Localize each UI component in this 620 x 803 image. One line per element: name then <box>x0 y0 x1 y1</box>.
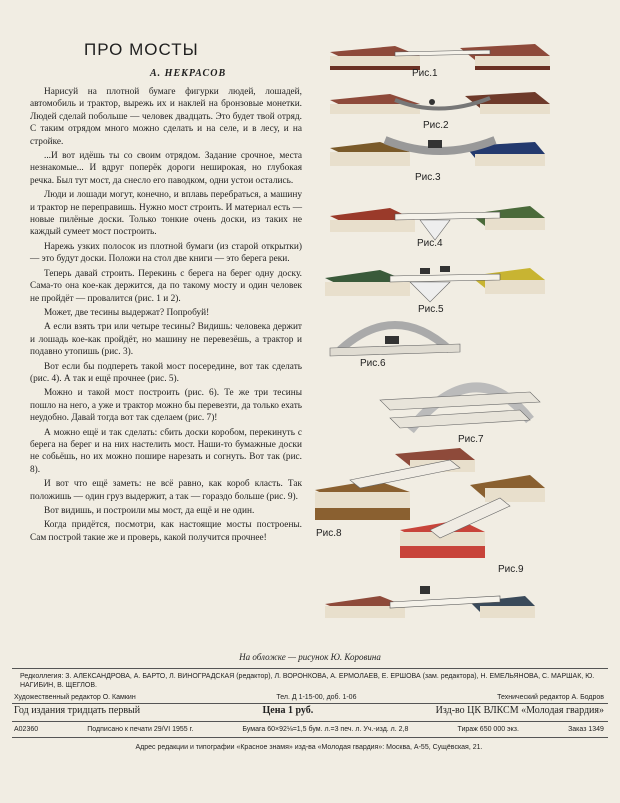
figure-2-illustration <box>330 92 550 114</box>
order-number: Заказ 1349 <box>568 726 604 733</box>
paragraph: Вот если бы подпереть такой мост посередине, вот так сделать (рис. 4). А так и ещё прочнее (рис. 5). <box>30 361 302 384</box>
editorial-board: Редколлегия: З. АЛЕКСАНДРОВА, А. БАРТО, Л. ВИНОГРАДСКАЯ (редактор), Л. ВОРОНКОВА, А. ЕРМОЛАЕВ, Е. ЕРШОВА (зам. редактора), Н. ЕМЕЛЬЯНОВА, С. МАРШАК, Ю. НАГИБИН, В. ЩЕГЛОВ. <box>20 673 595 689</box>
price: Цена 1 руб. <box>262 705 314 716</box>
bridge-illustrations <box>300 30 620 640</box>
figure-3-illustration <box>330 140 545 166</box>
paragraph: Нарежь узких полосок из плотной бумаги (из старой открытки) — это будут доски. Положи на стол две книги — это берега реки. <box>30 241 302 265</box>
figure-label: Рис.5 <box>418 304 444 315</box>
paragraph: Люди и лошади могут, конечно, и вплавь перебраться, а машину и трактор не переправишь. Нужно мост строить. И материал есть — новые пилёные доски. Только тонкие очень доски, из таких не каждый сумеет мост построить. <box>30 190 302 238</box>
publisher: Изд-во ЦК ВЛКСМ «Молодая гвардия» <box>435 705 604 716</box>
paragraph: Может, две тесины выдержат? Попробуй! <box>44 307 210 318</box>
year-line: Год издания тридцать первый <box>14 705 141 716</box>
code: А02360 <box>14 726 39 733</box>
print-details-row <box>14 726 604 733</box>
paragraph: Теперь давай строить. Перекинь с берега на берег одну доску. Сама-то она кое-как держится, да по такому мосту и один человек не пройдёт — провалится (рис. 1 и 2). <box>30 268 302 304</box>
bottom-bridge-illustration <box>325 586 535 618</box>
tech-editor: Технический редактор А. Бодров <box>497 694 604 701</box>
paragraph: А если взять три или четыре тесины? Видишь: человека держит и лошадь кое-как пройдёт, но машину не перевезёшь, а трактор и подавно утопишь (рис. 3). <box>30 322 302 358</box>
paragraph: Вот видишь, и построили мы мост, да ещё и не один. <box>44 506 255 516</box>
figure-5-illustration <box>325 266 545 302</box>
article-text <box>30 86 302 546</box>
paragraph: И вот что ещё заметь: не всё равно, как короб класть. Так положишь — один груз выдержит, а так — гораздо больше (рис. 9). <box>30 479 302 502</box>
figure-label: Рис.7 <box>458 434 484 445</box>
figure-label: Рис.3 <box>415 172 441 183</box>
cover-note: На обложке — рисунок Ю. Коровина <box>239 652 381 662</box>
figure-label: Рис.8 <box>316 528 342 539</box>
figure-label: Рис.4 <box>417 238 443 249</box>
publication-row <box>14 705 604 716</box>
figure-9-illustration <box>400 475 545 558</box>
print-run: Тираж 650 000 экз. <box>457 726 519 733</box>
paragraph: Нарисуй на плотной бумаге фигурки людей, лошадей, автомобиль и трактор, вырежь их и наклей на бронзовые монетки. Людей сделай побольше — человек двадцать. Это будет твой отряд. С таким отрядом много можно сделать и на селе, и в лесу, и на стройке. <box>30 87 302 147</box>
figure-4-illustration <box>330 206 545 240</box>
paragraph: Когда придётся, посмотри, как настоящие мосты построены. Сам построй такие же и проверь, какой получится прочнее! <box>30 520 302 543</box>
author-name: А. НЕКРАСОВ <box>150 68 227 79</box>
divider <box>12 703 608 704</box>
figure-8-illustration <box>315 448 475 520</box>
paragraph: А можно ещё и так сделать: сбить доски коробом, перекинуть с берега на берег и на них настелить мост. Наши-то бумажные доски не собьёшь, но их можно пошире нарезать и согнуть. Вот так (рис. 8). <box>30 427 302 475</box>
paragraph: ...И вот идёшь ты со своим отрядом. Задание срочное, места незнакомые... И вдруг поперёк дороги неширокая, но глубокая речка. Был тут мост, да снесло его паводком, одни устои остались. <box>30 151 302 186</box>
figure-6-illustration <box>330 325 460 356</box>
address: Адрес редакции и типографии «Красное знамя» изд-ва «Молодая гвардия»: Москва, А-55, Сущёвская, 21. <box>135 744 483 751</box>
figure-label: Рис.1 <box>412 68 438 79</box>
divider <box>12 737 608 738</box>
paragraph: Можно и такой мост построить (рис. 6). Те же три тесины пошло на него, а уже и трактор можно бы перевезти, да только ехать неудобно. Давай тогда вот так сделаем (рис. 7)! <box>30 388 302 424</box>
signed-date: Подписано к печати 29/VI 1955 г. <box>87 726 194 733</box>
figure-label: Рис.2 <box>423 120 449 131</box>
illustrations <box>300 30 620 640</box>
page-title: ПРО МОСТЫ <box>84 40 199 59</box>
phone: Тел. Д 1-15-00, доб. 1-06 <box>276 694 357 701</box>
address-row <box>14 744 604 751</box>
figure-label: Рис.9 <box>498 564 524 575</box>
divider <box>12 668 608 669</box>
figure-label: Рис.6 <box>360 358 386 369</box>
figure-7-illustration <box>380 387 540 430</box>
paper-info: Бумага 60×92⅛=1,5 бум. л.=3 печ. л. Уч.-изд. л. 2,8 <box>242 726 409 733</box>
figure-1-illustration <box>330 44 550 70</box>
editors-row <box>14 694 604 701</box>
art-editor: Художественный редактор О. Камкин <box>14 694 136 701</box>
divider <box>12 721 608 722</box>
